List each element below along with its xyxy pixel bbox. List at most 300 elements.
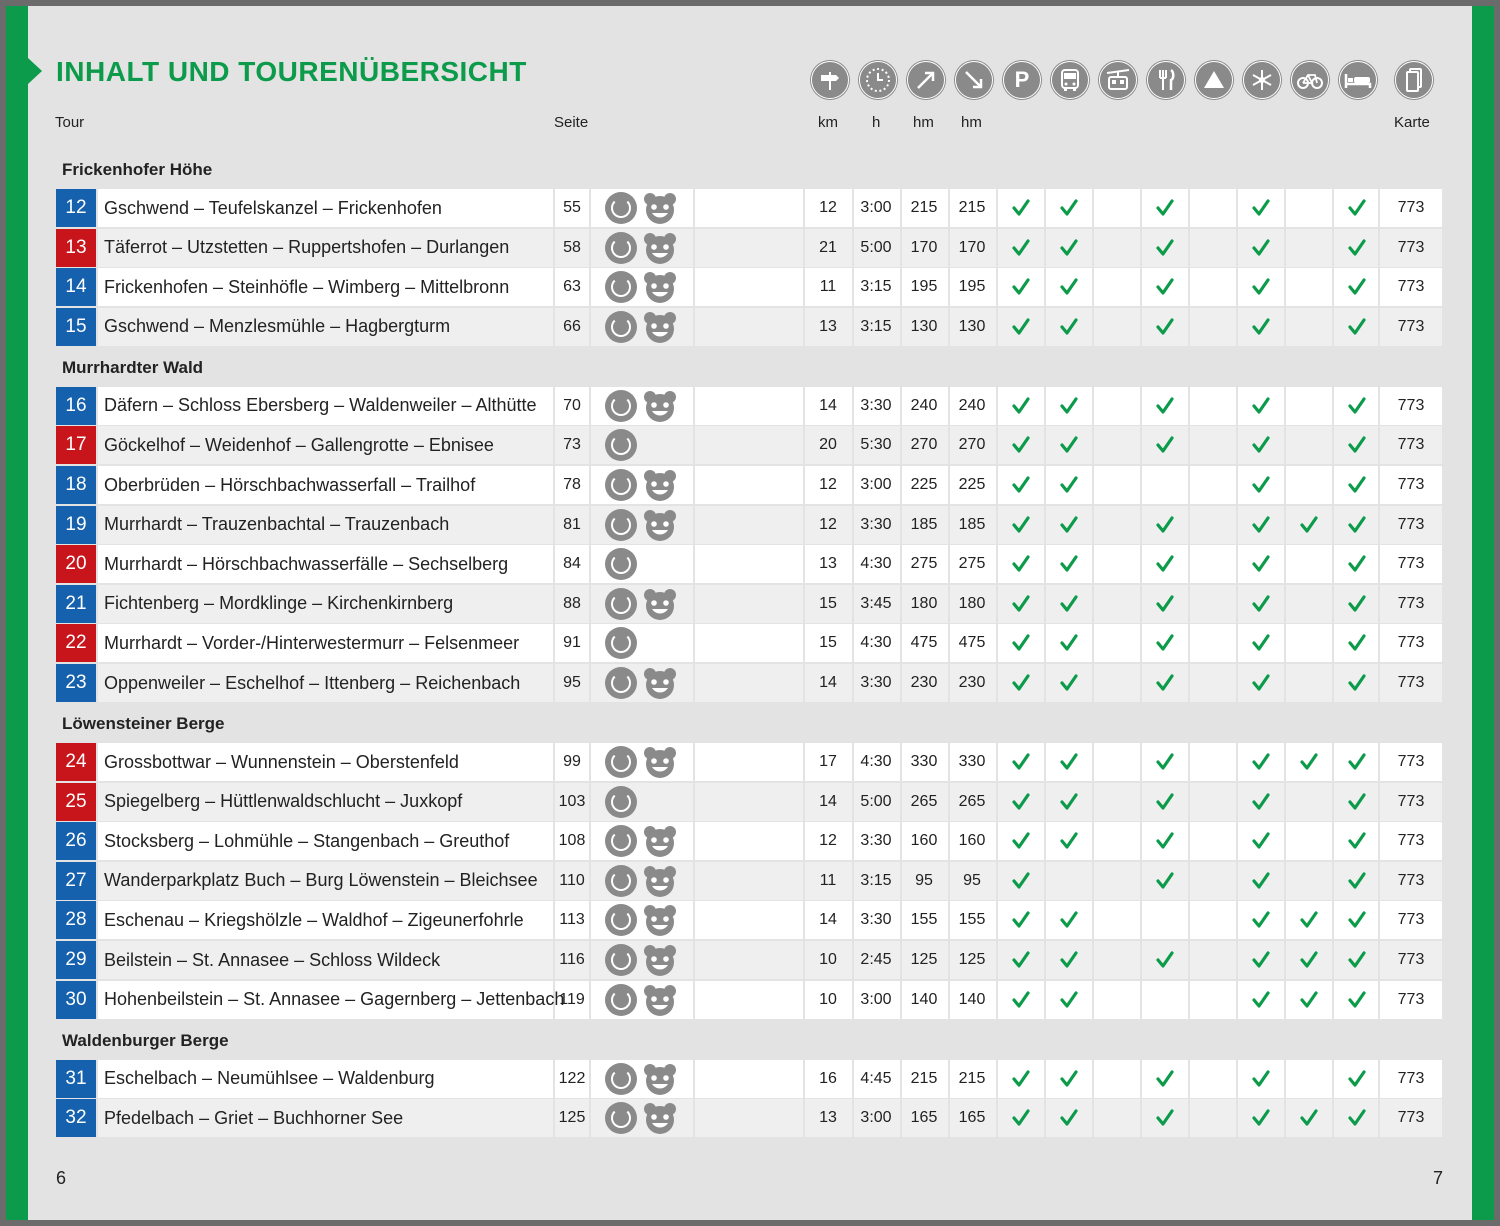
check-icon — [1342, 189, 1372, 227]
column-separator — [1092, 783, 1094, 821]
bike-icon — [1291, 61, 1329, 99]
tour-h: 3:15 — [860, 317, 892, 335]
column-separator — [1140, 545, 1142, 583]
column-separator — [1332, 466, 1334, 504]
column-separator — [1332, 822, 1334, 860]
column-separator — [96, 545, 98, 583]
check-icon — [1246, 229, 1276, 267]
column-separator — [553, 545, 555, 583]
section-heading: Waldenburger Berge — [62, 1030, 229, 1050]
column-separator — [1044, 506, 1046, 544]
tour-up: 180 — [910, 594, 938, 612]
tour-karte: 773 — [1397, 634, 1425, 652]
tour-h: 3:00 — [860, 199, 892, 216]
column-separator — [1332, 743, 1334, 781]
column-separator — [1044, 822, 1046, 860]
column-separator — [589, 862, 591, 900]
column-separator — [589, 941, 591, 979]
tour-km: 20 — [819, 436, 837, 454]
round-trip-icon — [605, 627, 637, 659]
check-icon — [1006, 387, 1036, 425]
check-icon — [1006, 981, 1036, 1019]
column-separator — [693, 624, 695, 662]
check-icon — [1246, 1099, 1276, 1137]
check-icon — [1246, 585, 1276, 623]
check-icon — [1054, 545, 1084, 583]
column-separator — [1284, 1099, 1286, 1137]
column-separator — [1092, 862, 1094, 900]
round-trip-icon — [605, 232, 637, 264]
tour-page: 88 — [563, 594, 581, 612]
column-separator — [1140, 862, 1142, 900]
column-separator — [693, 229, 695, 267]
check-icon — [1246, 901, 1276, 939]
tour-name: Gschwend – Menzlesmühle – Hagbergturm — [104, 316, 451, 337]
column-separator — [589, 189, 591, 227]
column-separator — [1188, 426, 1190, 464]
page-number-left: 6 — [56, 1168, 67, 1188]
column-separator — [553, 1060, 555, 1098]
column-separator — [1140, 941, 1142, 979]
column-separator — [1332, 941, 1334, 979]
tour-page: 84 — [563, 555, 581, 573]
column-separator — [693, 308, 695, 346]
kid-friendly-icon — [643, 984, 677, 1016]
column-separator — [1332, 545, 1334, 583]
column-separator — [96, 862, 98, 900]
column-separator — [996, 664, 998, 702]
column-separator — [1140, 822, 1142, 860]
tour-down: 230 — [958, 674, 986, 691]
round-trip-icon — [605, 1102, 637, 1134]
summit-icon — [1195, 61, 1233, 99]
column-separator — [1236, 862, 1238, 900]
tour-down: 170 — [958, 238, 986, 256]
column-separator — [996, 1060, 998, 1098]
column-separator — [96, 229, 98, 267]
column-separator — [1236, 466, 1238, 504]
table-row — [56, 743, 1442, 781]
column-separator — [1236, 743, 1238, 781]
tour-h: 3:00 — [860, 1109, 892, 1127]
column-separator — [1236, 624, 1238, 662]
tour-down: 270 — [958, 436, 986, 454]
table-row — [56, 941, 1442, 979]
tour-name: Gschwend – Teufelskanzel – Frickenhofen — [104, 197, 442, 218]
tour-page: 113 — [559, 911, 585, 929]
column-separator — [693, 822, 695, 860]
round-trip-icon — [605, 944, 637, 976]
check-icon — [1006, 743, 1036, 781]
col-header-h: h — [872, 114, 881, 131]
column-separator — [553, 624, 555, 662]
column-separator — [996, 585, 998, 623]
column-separator — [1332, 783, 1334, 821]
kid-friendly-icon — [643, 944, 677, 976]
column-separator — [96, 426, 98, 464]
tour-km: 21 — [819, 238, 837, 256]
round-trip-icon — [605, 469, 637, 501]
column-separator — [693, 545, 695, 583]
check-icon — [1054, 901, 1084, 939]
tour-page: 70 — [563, 396, 581, 414]
round-trip-icon — [605, 825, 637, 857]
check-icon — [1006, 941, 1036, 979]
tour-km: 16 — [819, 1069, 837, 1087]
check-icon — [1006, 1060, 1036, 1098]
tour-up: 270 — [910, 436, 938, 454]
tour-page: 103 — [558, 792, 586, 810]
check-icon — [1150, 664, 1180, 702]
column-separator — [1140, 506, 1142, 544]
col-header-hm-down: hm — [961, 114, 982, 131]
column-separator — [1284, 743, 1286, 781]
tour-down: 155 — [958, 911, 986, 929]
column-separator — [1044, 783, 1046, 821]
column-separator — [996, 545, 998, 583]
column-separator — [96, 822, 98, 860]
column-separator — [589, 1060, 591, 1098]
check-icon — [1150, 743, 1180, 781]
check-icon — [1006, 783, 1036, 821]
column-separator — [1284, 862, 1286, 900]
tour-karte: 773 — [1397, 594, 1425, 612]
tour-name: Oppenweiler – Eschelhof – Ittenberg – Reichenbach — [104, 672, 521, 693]
column-separator — [1236, 308, 1238, 346]
column-separator — [693, 426, 695, 464]
check-icon — [1006, 822, 1036, 860]
check-icon — [1342, 506, 1372, 544]
table-row — [56, 466, 1442, 504]
tour-number: 22 — [56, 624, 96, 662]
column-separator — [1284, 387, 1286, 425]
check-icon — [1246, 783, 1276, 821]
tour-h: 3:30 — [860, 832, 892, 850]
check-icon — [1054, 664, 1084, 702]
column-separator — [1188, 664, 1190, 702]
check-icon — [1294, 743, 1324, 781]
column-separator — [1092, 268, 1094, 306]
round-trip-icon — [605, 192, 637, 224]
column-separator — [96, 664, 98, 702]
column-separator — [1140, 426, 1142, 464]
tour-number: 30 — [56, 981, 96, 1019]
column-separator — [1332, 981, 1334, 1019]
column-separator — [1284, 308, 1286, 346]
column-separator — [96, 1099, 98, 1137]
check-icon — [1006, 545, 1036, 583]
table-row — [56, 387, 1442, 425]
column-separator — [589, 664, 591, 702]
round-trip-icon — [605, 667, 637, 699]
tour-down: 165 — [958, 1109, 986, 1127]
check-icon — [1006, 901, 1036, 939]
kid-friendly-icon — [643, 232, 677, 264]
tour-km: 15 — [819, 634, 837, 652]
check-icon — [1054, 229, 1084, 267]
column-separator — [589, 308, 591, 346]
column-separator — [553, 308, 555, 346]
check-icon — [1342, 1099, 1372, 1137]
tour-up: 225 — [910, 476, 938, 493]
column-separator — [1140, 1099, 1142, 1137]
column-separator — [1284, 545, 1286, 583]
tour-down: 140 — [958, 990, 986, 1008]
check-icon — [1150, 783, 1180, 821]
column-separator — [1044, 426, 1046, 464]
tour-karte: 773 — [1397, 317, 1425, 335]
column-separator — [1332, 229, 1334, 267]
check-icon — [1342, 545, 1372, 583]
table-row — [56, 981, 1442, 1019]
col-header-karte: Karte — [1394, 114, 1430, 131]
column-separator — [1044, 268, 1046, 306]
tour-name: Eschelbach – Neumühlsee – Waldenburg — [104, 1068, 435, 1089]
tour-number: 19 — [56, 506, 96, 544]
tour-name: Däfern – Schloss Ebersberg – Waldenweiler – Althütte — [104, 395, 537, 416]
tour-page: 119 — [559, 990, 585, 1008]
check-icon — [1054, 506, 1084, 544]
round-trip-icon — [605, 746, 637, 778]
table-row — [56, 901, 1442, 939]
column-separator — [1332, 1099, 1334, 1137]
table-row — [56, 1060, 1442, 1098]
column-separator — [589, 585, 591, 623]
column-separator — [1092, 981, 1094, 1019]
column-separator — [1188, 466, 1190, 504]
check-icon — [1246, 862, 1276, 900]
tour-h: 3:30 — [860, 674, 892, 691]
tour-number: 24 — [56, 743, 96, 781]
column-separator — [1332, 624, 1334, 662]
check-icon — [1054, 387, 1084, 425]
column-separator — [589, 624, 591, 662]
check-icon — [1150, 624, 1180, 662]
column-separator — [589, 783, 591, 821]
table-row — [56, 664, 1442, 702]
column-separator — [553, 229, 555, 267]
column-separator — [1236, 387, 1238, 425]
round-trip-icon — [605, 271, 637, 303]
table-row — [56, 545, 1442, 583]
column-separator — [996, 229, 998, 267]
column-separator — [96, 387, 98, 425]
column-separator — [1092, 308, 1094, 346]
column-separator — [589, 901, 591, 939]
check-icon — [1006, 664, 1036, 702]
column-separator — [1044, 545, 1046, 583]
table-row — [56, 624, 1442, 662]
column-separator — [1188, 941, 1190, 979]
col-header-hm-up: hm — [913, 114, 934, 131]
check-icon — [1294, 506, 1324, 544]
column-separator — [1188, 743, 1190, 781]
column-separator — [1188, 981, 1190, 1019]
tour-name: Hohenbeilstein – St. Annasee – Gagernberg – Jettenbach — [104, 989, 565, 1010]
column-separator — [693, 901, 695, 939]
column-separator — [553, 585, 555, 623]
tour-name: Fichtenberg – Mordklinge – Kirchenkirnberg — [104, 593, 454, 614]
tour-km: 15 — [819, 594, 837, 612]
tour-km: 11 — [819, 871, 837, 889]
column-separator — [1092, 1060, 1094, 1098]
tour-km: 13 — [819, 1109, 837, 1127]
column-separator — [1092, 1099, 1094, 1137]
column-separator — [1092, 901, 1094, 939]
tour-karte: 773 — [1397, 792, 1425, 810]
tour-number: 15 — [56, 308, 96, 346]
round-trip-icon — [605, 588, 637, 620]
check-icon — [1150, 268, 1180, 306]
tour-h: 4:30 — [860, 753, 892, 770]
round-trip-icon — [605, 904, 637, 936]
check-icon — [1342, 1060, 1372, 1098]
column-separator — [1092, 189, 1094, 227]
tour-karte: 773 — [1397, 911, 1425, 929]
round-trip-icon — [605, 311, 637, 343]
tour-number: 32 — [56, 1099, 96, 1137]
table-row — [56, 1099, 1442, 1137]
page-title: INHALT UND TOURENÜBERSICHT — [56, 56, 527, 87]
check-icon — [1150, 229, 1180, 267]
column-separator — [693, 466, 695, 504]
check-icon — [1054, 585, 1084, 623]
column-separator — [996, 941, 998, 979]
tour-km: 14 — [819, 674, 837, 691]
column-separator — [1044, 941, 1046, 979]
column-separator — [1044, 229, 1046, 267]
column-separator — [1236, 229, 1238, 267]
check-icon — [1342, 624, 1372, 662]
tour-karte: 773 — [1397, 951, 1425, 968]
table-row — [56, 229, 1442, 267]
tour-down: 330 — [958, 753, 986, 770]
tour-down: 160 — [958, 832, 986, 850]
table-row — [56, 783, 1442, 821]
tour-down: 240 — [958, 396, 986, 414]
column-separator — [1092, 822, 1094, 860]
column-separator — [1044, 624, 1046, 662]
column-separator — [693, 664, 695, 702]
round-trip-icon — [605, 548, 637, 580]
column-separator — [96, 941, 98, 979]
kid-friendly-icon — [643, 1102, 677, 1134]
column-separator — [996, 743, 998, 781]
check-icon — [1342, 585, 1372, 623]
tour-page: 122 — [558, 1069, 586, 1087]
column-separator — [1092, 229, 1094, 267]
tour-down: 265 — [958, 792, 986, 810]
check-icon — [1006, 229, 1036, 267]
tour-h: 3:30 — [860, 515, 892, 533]
check-icon — [1006, 466, 1036, 504]
check-icon — [1246, 189, 1276, 227]
tour-name: Täferrot – Utzstetten – Ruppertshofen – Durlangen — [104, 237, 510, 258]
check-icon — [1150, 426, 1180, 464]
column-separator — [1140, 901, 1142, 939]
column-separator — [1140, 743, 1142, 781]
column-separator — [1332, 664, 1334, 702]
tour-up: 185 — [910, 515, 938, 533]
column-separator — [1236, 506, 1238, 544]
column-separator — [96, 585, 98, 623]
check-icon — [1150, 506, 1180, 544]
column-separator — [1332, 426, 1334, 464]
table-row — [56, 268, 1442, 306]
ascent-icon — [907, 61, 945, 99]
column-separator — [996, 189, 998, 227]
tour-h: 3:15 — [860, 871, 892, 889]
tour-up: 125 — [910, 951, 938, 968]
tour-page: 99 — [563, 753, 581, 770]
tour-down: 225 — [958, 476, 986, 493]
tour-name: Beilstein – St. Annasee – Schloss Wildeck — [104, 949, 441, 970]
column-separator — [96, 1060, 98, 1098]
col-header-km: km — [818, 114, 838, 131]
column-separator — [1284, 189, 1286, 227]
column-separator — [1188, 783, 1190, 821]
tour-name: Eschenau – Kriegshölzle – Waldhof – Zigeunerfohrle — [104, 909, 524, 930]
check-icon — [1342, 743, 1372, 781]
check-icon — [1150, 862, 1180, 900]
tour-karte: 773 — [1397, 278, 1425, 296]
tour-name: Göckelhof – Weidenhof – Gallengrotte – Ebnisee — [104, 434, 494, 455]
column-separator — [693, 189, 695, 227]
tour-h: 3:30 — [860, 396, 892, 414]
bed-icon — [1339, 61, 1377, 99]
table-row — [56, 585, 1442, 623]
check-icon — [1246, 268, 1276, 306]
check-icon — [1054, 822, 1084, 860]
check-icon — [1294, 941, 1324, 979]
column-separator — [96, 268, 98, 306]
column-separator — [693, 862, 695, 900]
column-separator — [1284, 941, 1286, 979]
map-icon — [1395, 61, 1433, 99]
column-separator — [1236, 981, 1238, 1019]
column-separator — [1140, 624, 1142, 662]
column-separator — [1140, 783, 1142, 821]
tour-km: 17 — [819, 753, 837, 770]
tour-km: 12 — [819, 515, 837, 533]
column-separator — [996, 822, 998, 860]
column-separator — [553, 426, 555, 464]
check-icon — [1342, 387, 1372, 425]
column-separator — [553, 783, 555, 821]
tour-h: 3:00 — [860, 476, 892, 493]
table-row — [56, 822, 1442, 860]
column-separator — [1188, 387, 1190, 425]
check-icon — [1342, 901, 1372, 939]
tour-name: Oberbrüden – Hörschbachwasserfall – Trailhof — [104, 474, 476, 495]
tour-karte: 773 — [1397, 396, 1425, 414]
table-row — [56, 189, 1442, 227]
column-separator — [1284, 268, 1286, 306]
column-separator — [1236, 585, 1238, 623]
column-separator — [1140, 387, 1142, 425]
column-separator — [1044, 981, 1046, 1019]
check-icon — [1006, 308, 1036, 346]
tour-down: 130 — [958, 317, 986, 335]
column-separator — [96, 308, 98, 346]
round-trip-icon — [605, 509, 637, 541]
column-separator — [1044, 1099, 1046, 1137]
column-separator — [1236, 189, 1238, 227]
col-header-seite: Seite — [554, 114, 589, 131]
table-row — [56, 506, 1442, 544]
tour-up: 165 — [910, 1109, 938, 1127]
tour-h: 5:00 — [860, 238, 892, 256]
